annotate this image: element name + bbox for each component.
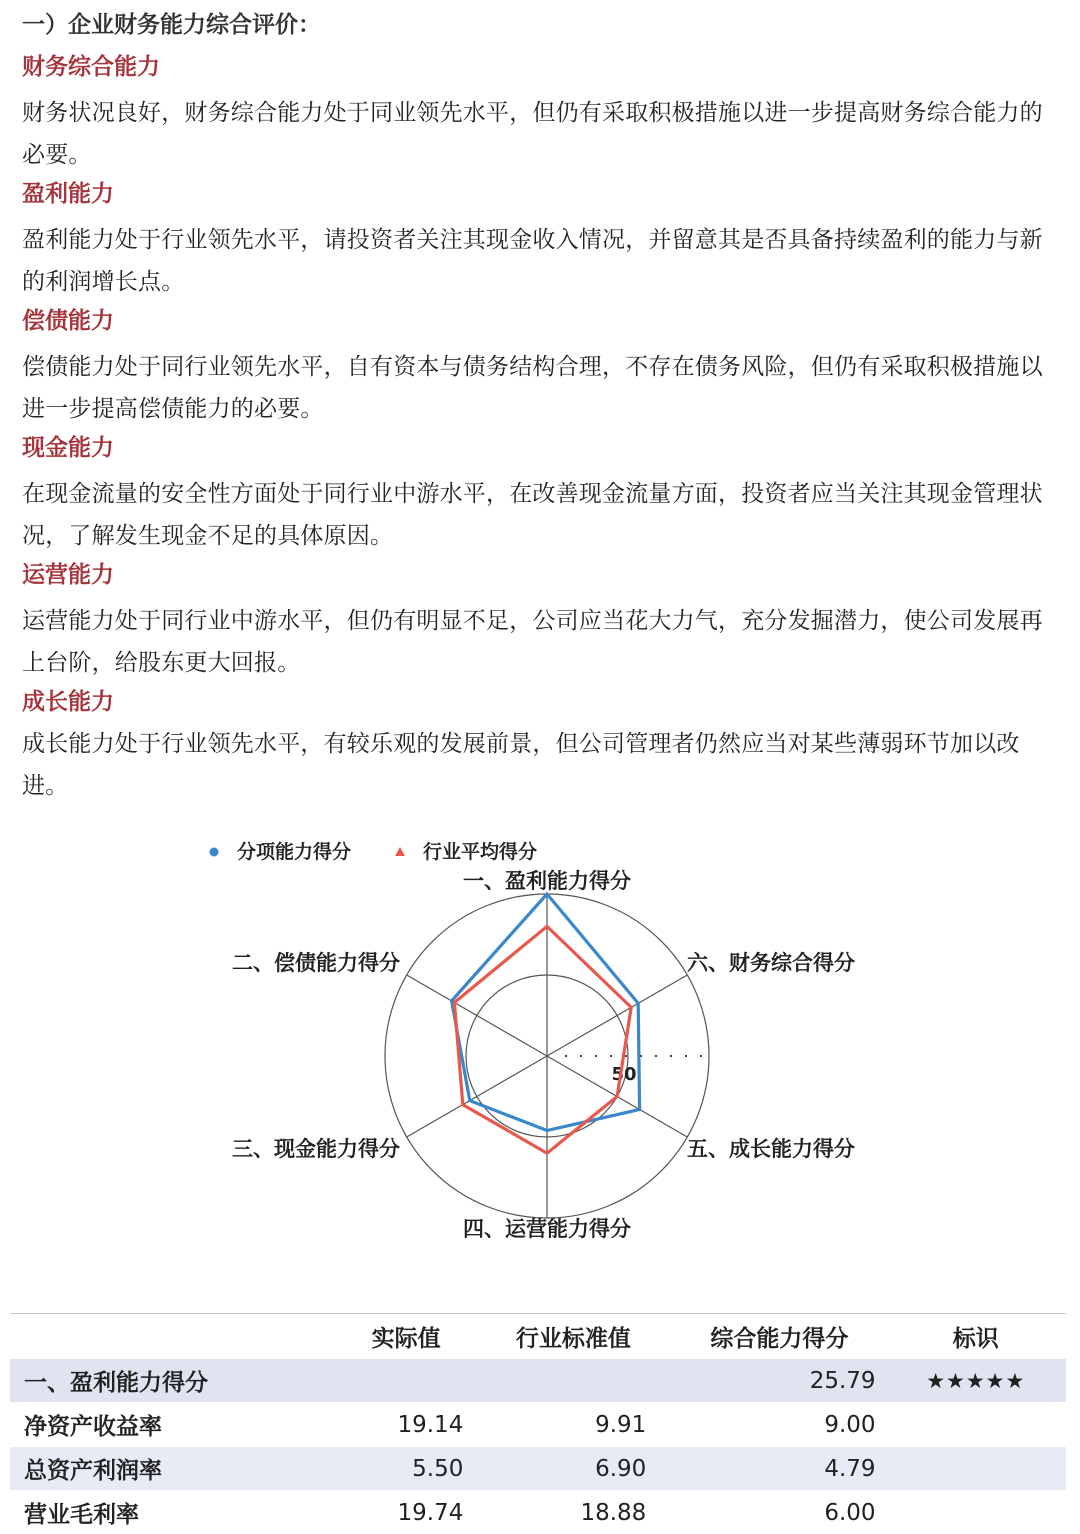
row-actual: 5.50 [339, 1447, 474, 1491]
legend-marker-circle [210, 848, 219, 857]
row-standard: 9.91 [473, 1403, 673, 1447]
row-score: 6.00 [673, 1491, 885, 1534]
radar-axis-label: 六、财务综合得分 [687, 950, 855, 975]
row-standard: 18.88 [473, 1491, 673, 1534]
row-name: 营业毛利率 [10, 1491, 339, 1534]
radar-spoke [547, 975, 687, 1056]
table-row [10, 1491, 1066, 1534]
assessment-title-cash: 现金能力 [22, 435, 114, 461]
row-actual: 19.14 [339, 1403, 474, 1447]
radar-axis-label: 四、运营能力得分 [463, 1216, 631, 1241]
radar-axis-label: 五、成长能力得分 [687, 1136, 855, 1161]
section-heading: 一）企业财务能力综合评价： [22, 12, 321, 38]
row-score: 9.00 [673, 1403, 885, 1447]
row-mark: ★★★★★ [886, 1359, 1066, 1403]
radar-spoke [407, 975, 547, 1056]
table-row [10, 1447, 1066, 1491]
row-score: 4.79 [673, 1447, 885, 1491]
row-mark [886, 1491, 1066, 1534]
row-name: 净资产收益率 [10, 1403, 339, 1447]
radar-axis-label: 一、盈利能力得分 [463, 868, 631, 893]
radar-spoke [407, 1056, 547, 1137]
assessment-text-overall: 财务状况良好，财务综合能力处于同业领先水平，但仍有采取积极措施以进一步提高财务综合能力的必要。 [22, 100, 1043, 168]
radar-series-2-line [454, 926, 631, 1153]
row-mark [886, 1447, 1066, 1491]
assessment-title-growth: 成长能力 [22, 689, 114, 715]
assessment-text-solvency: 偿债能力处于同行业领先水平，自有资本与债务结构合理，不存在债务风险，但仍有采取积极措施以进一步提高偿债能力的必要。 [22, 354, 1043, 422]
table-header-row [10, 1314, 1066, 1359]
legend-marker-triangle [395, 847, 405, 856]
radar-axis-label: 二、偿债能力得分 [232, 950, 400, 975]
table-row [10, 1359, 1066, 1403]
radar-chart [190, 828, 910, 1268]
assessment-text-cash: 在现金流量的安全性方面处于同行业中游水平，在改善现金流量方面，投资者应当关注其现金管理状况，了解发生现金不足的具体原因。 [22, 481, 1043, 549]
row-standard: 6.90 [473, 1447, 673, 1491]
header-standard: 行业标准值 [473, 1314, 673, 1359]
assessment-text-operation: 运营能力处于同行业中游水平，但仍有明显不足，公司应当花大力气，充分发掘潜力，使公司发展再上台阶，给股东更大回报。 [22, 608, 1043, 676]
assessment-text-growth: 成长能力处于行业领先水平，有较乐观的发展前景，但公司管理者仍然应当对某些薄弱环节加以改进。 [22, 731, 1020, 799]
legend-label: 分项能力得分 [237, 841, 352, 863]
header-actual: 实际值 [339, 1314, 474, 1359]
assessment-title-solvency: 偿债能力 [22, 308, 114, 334]
assessment-title-operation: 运营能力 [22, 562, 114, 588]
assessment-title-profitability: 盈利能力 [22, 181, 114, 207]
score-table [10, 1313, 1066, 1534]
table-row [10, 1403, 1066, 1447]
legend-label: 行业平均得分 [423, 841, 538, 863]
row-mark [886, 1403, 1066, 1447]
assessment-title-overall: 财务综合能力 [22, 54, 160, 80]
assessment-text-profitability: 盈利能力处于行业领先水平，请投资者关注其现金收入情况，并留意其是否具备持续盈利的能力与新的利润增长点。 [22, 227, 1043, 295]
row-score: 25.79 [673, 1359, 885, 1403]
row-standard [473, 1359, 673, 1403]
row-actual: 19.74 [339, 1491, 474, 1534]
radar-ring-label: 50 [611, 1064, 637, 1085]
row-actual [339, 1359, 474, 1403]
radar-axis-label: 三、现金能力得分 [232, 1136, 400, 1161]
header-score: 综合能力得分 [673, 1314, 885, 1359]
header-mark: 标识 [886, 1314, 1066, 1359]
header-name [10, 1314, 339, 1359]
row-name: 总资产利润率 [10, 1447, 339, 1491]
row-name: 一、盈利能力得分 [10, 1359, 339, 1403]
